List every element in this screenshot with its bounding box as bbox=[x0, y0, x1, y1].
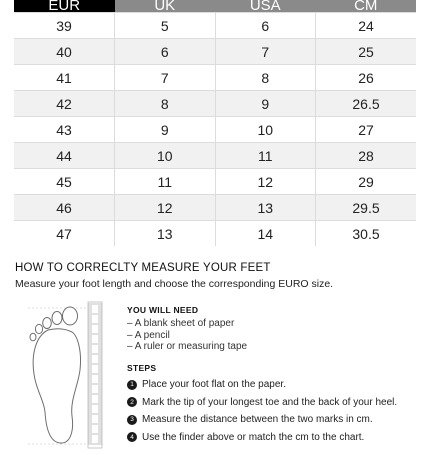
steps-list bbox=[127, 376, 397, 446]
table-cell: 13 bbox=[215, 195, 316, 221]
table-cell: 25 bbox=[316, 39, 417, 65]
you-will-need-list bbox=[127, 318, 247, 353]
table-cell: 29 bbox=[316, 169, 417, 195]
table-cell: 40 bbox=[14, 39, 115, 65]
table-cell: 9 bbox=[215, 91, 316, 117]
table-cell: 6 bbox=[115, 39, 216, 65]
table-cell: 12 bbox=[115, 195, 216, 221]
table-cell: 26 bbox=[316, 65, 417, 91]
table-cell: 13 bbox=[115, 221, 216, 247]
step-item bbox=[127, 411, 397, 429]
guide-subtitle: Measure your foot length and choose the corresponding EURO size. bbox=[15, 278, 334, 290]
table-cell: 29.5 bbox=[316, 195, 417, 221]
table-cell: 5 bbox=[115, 13, 216, 39]
table-cell: 6 bbox=[215, 13, 316, 39]
header-eur: EUR bbox=[14, 0, 115, 13]
table-cell: 30.5 bbox=[316, 221, 417, 247]
step-text: Measure the distance between the two marks in cm. bbox=[142, 414, 373, 426]
table-cell: 7 bbox=[115, 65, 216, 91]
guide-title: HOW TO CORRECLTY MEASURE YOUR FEET bbox=[15, 262, 271, 274]
step-number-badge: 2 bbox=[127, 397, 137, 407]
table-row bbox=[14, 65, 416, 91]
table-cell: 10 bbox=[115, 143, 216, 169]
foot-ruler-illustration-icon bbox=[18, 300, 118, 450]
table-cell: 8 bbox=[215, 65, 316, 91]
table-row bbox=[14, 221, 416, 247]
table-cell: 14 bbox=[215, 221, 316, 247]
table-cell: 47 bbox=[14, 221, 115, 247]
size-chart-table bbox=[14, 0, 416, 246]
steps-title: STEPS bbox=[127, 363, 157, 373]
table-cell: 11 bbox=[215, 143, 316, 169]
table-cell: 26.5 bbox=[316, 91, 417, 117]
table-cell: 9 bbox=[115, 117, 216, 143]
table-cell: 11 bbox=[115, 169, 216, 195]
table-cell: 46 bbox=[14, 195, 115, 221]
step-number-badge: 1 bbox=[127, 380, 137, 390]
table-cell: 41 bbox=[14, 65, 115, 91]
table-cell: 28 bbox=[316, 143, 417, 169]
table-cell: 45 bbox=[14, 169, 115, 195]
step-text: Place your foot flat on the paper. bbox=[142, 379, 286, 391]
table-cell: 10 bbox=[215, 117, 316, 143]
table-row bbox=[14, 143, 416, 169]
need-item: – A pencil bbox=[127, 329, 170, 341]
step-item bbox=[127, 376, 397, 394]
step-item bbox=[127, 429, 397, 447]
table-row bbox=[14, 169, 416, 195]
table-cell: 43 bbox=[14, 117, 115, 143]
step-item bbox=[127, 394, 397, 412]
table-cell: 8 bbox=[115, 91, 216, 117]
step-text: Use the finder above or match the cm to the chart. bbox=[142, 431, 365, 443]
table-row bbox=[14, 91, 416, 117]
table-cell: 27 bbox=[316, 117, 417, 143]
table-cell: 39 bbox=[14, 13, 115, 39]
table-row bbox=[14, 195, 416, 221]
need-item: – A ruler or measuring tape bbox=[127, 341, 248, 352]
foot-outline-icon bbox=[18, 300, 118, 450]
table-row bbox=[14, 39, 416, 65]
header-uk: UK bbox=[115, 0, 216, 13]
table-cell: 24 bbox=[316, 13, 417, 39]
size-chart-header-row bbox=[14, 0, 416, 13]
table-row bbox=[14, 13, 416, 39]
step-text: Mark the tip of your longest toe and the back of your heel. bbox=[142, 396, 398, 408]
table-row bbox=[14, 117, 416, 143]
need-item: – A blank sheet of paper bbox=[127, 318, 235, 329]
step-number-badge: 4 bbox=[127, 432, 137, 442]
table-cell: 44 bbox=[14, 143, 115, 169]
header-usa: USA bbox=[215, 0, 316, 13]
table-cell: 42 bbox=[14, 91, 115, 117]
step-number-badge: 3 bbox=[127, 415, 137, 425]
header-cm: CM bbox=[316, 0, 417, 13]
table-cell: 7 bbox=[215, 39, 316, 65]
you-will-need-title: YOU WILL NEED bbox=[127, 305, 199, 315]
table-cell: 12 bbox=[215, 169, 316, 195]
